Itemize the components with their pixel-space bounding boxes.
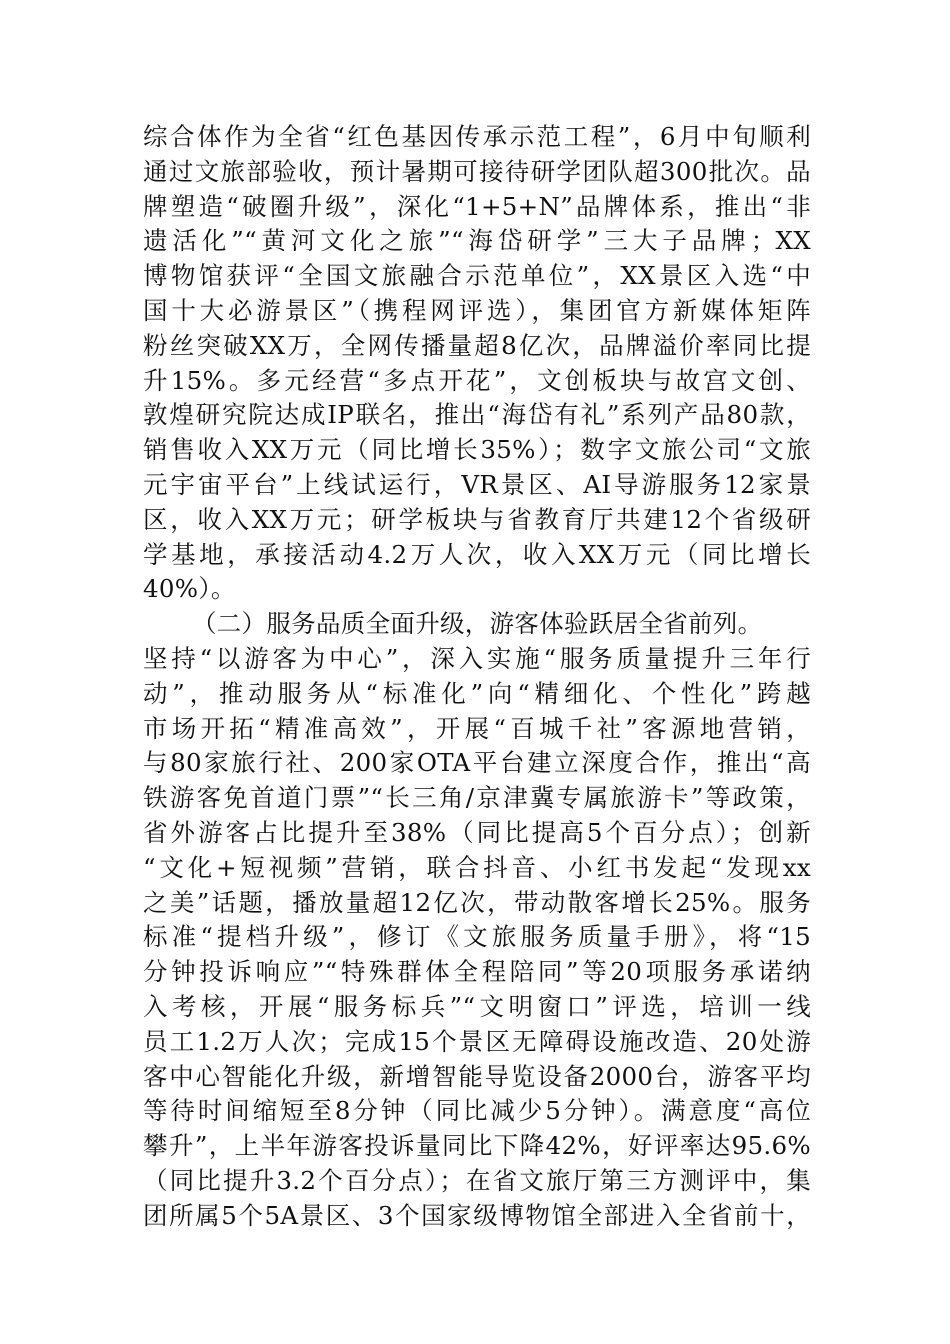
text-line: 分钟投诉响应”“特殊群体全程陪同”等20项服务承诺纳 — [143, 957, 811, 987]
text-line: 通过文旅部验收，预计暑期可接待研学团队超300批次。品 — [143, 156, 811, 186]
text-line: 40%）。 — [143, 574, 236, 604]
text-line: 市场开拓“精准高效”，开展“百城千社”客源地营销， — [143, 713, 811, 743]
text-line: 坚持“以游客为中心”，深入实施“服务质量提升三年行 — [143, 643, 811, 673]
text-line: 元宇宙平台”上线试运行，VR景区、AI导游服务12家景 — [143, 469, 811, 499]
text-line: 标准“提档升级”，修订《文旅服务质量手册》，将“15 — [143, 922, 811, 952]
text-line: 团所属5个5A景区、3个国家级博物馆全部进入全省前十， — [143, 1200, 811, 1230]
text-line: 动”，推动服务从“标准化”向“精细化、个性化”跨越 — [143, 678, 811, 708]
text-line: 之美”话题，播放量超12亿次，带动散客增长25%。服务 — [143, 887, 811, 917]
body-text — [143, 120, 811, 1234]
text-line: 博物馆获评“全国文旅融合示范单位”，XX景区入选“中 — [143, 261, 811, 291]
text-line: 敦煌研究院达成IP联名，推出“海岱有礼”系列产品80款， — [143, 400, 811, 430]
text-line: 区，收入XX万元；研学板块与省教育厅共建12个省级研 — [143, 504, 811, 534]
text-line: （同比提升3.2个百分点）；在省文旅厅第三方测评中，集 — [143, 1165, 811, 1195]
text-line: 销售收入XX万元（同比增长35%）；数字文旅公司“文旅 — [143, 435, 811, 465]
text-line: 国十大必游景区”（携程网评选），集团官方新媒体矩阵 — [143, 295, 811, 325]
text-line: 综合体作为全省“红色基因传承示范工程”，6月中旬顺利 — [143, 122, 811, 151]
text-line: 入考核，开展“服务标兵”“文明窗口”评选，培训一线 — [143, 991, 811, 1021]
text-line: 牌塑造“破圈升级”，深化“1+5+N”品牌体系，推出“非 — [143, 191, 811, 221]
text-line: 省外游客占比提升至38%（同比提高5个百分点）；创新 — [143, 817, 811, 847]
text-line: 学基地，承接活动4.2万人次，收入XX万元（同比增长 — [143, 539, 811, 569]
text-line: 攀升”，上半年游客投诉量同比下降42%，好评率达95.6% — [143, 1131, 811, 1161]
text-line: 员工1.2万人次；完成15个景区无障碍设施改造、20处游 — [143, 1026, 811, 1056]
text-line: 粉丝突破XX万，全网传播量超8亿次，品牌溢价率同比提 — [143, 330, 811, 360]
text-line: 等待时间缩短至8分钟（同比减少5分钟）。满意度“高位 — [143, 1096, 811, 1126]
text-line: 铁游客免首道门票”“长三角/京津冀专属旅游卡”等政策， — [143, 783, 811, 813]
text-line: “文化+短视频”营销，联合抖音、小红书发起“发现xx — [143, 852, 811, 882]
section-heading: （二）服务品质全面升级，游客体验跃居全省前列。 — [192, 609, 763, 639]
text-line: 遗活化”“黄河文化之旅”“海岱研学”三大子品牌；XX — [143, 226, 811, 256]
text-line: 升15%。多元经营“多点开花”，文创板块与故宫文创、 — [143, 365, 811, 395]
text-line: 客中心智能化升级，新增智能导览设备2000台，游客平均 — [143, 1061, 811, 1091]
text-line: 与80家旅行社、200家OTA平台建立深度合作，推出“高 — [143, 748, 811, 778]
